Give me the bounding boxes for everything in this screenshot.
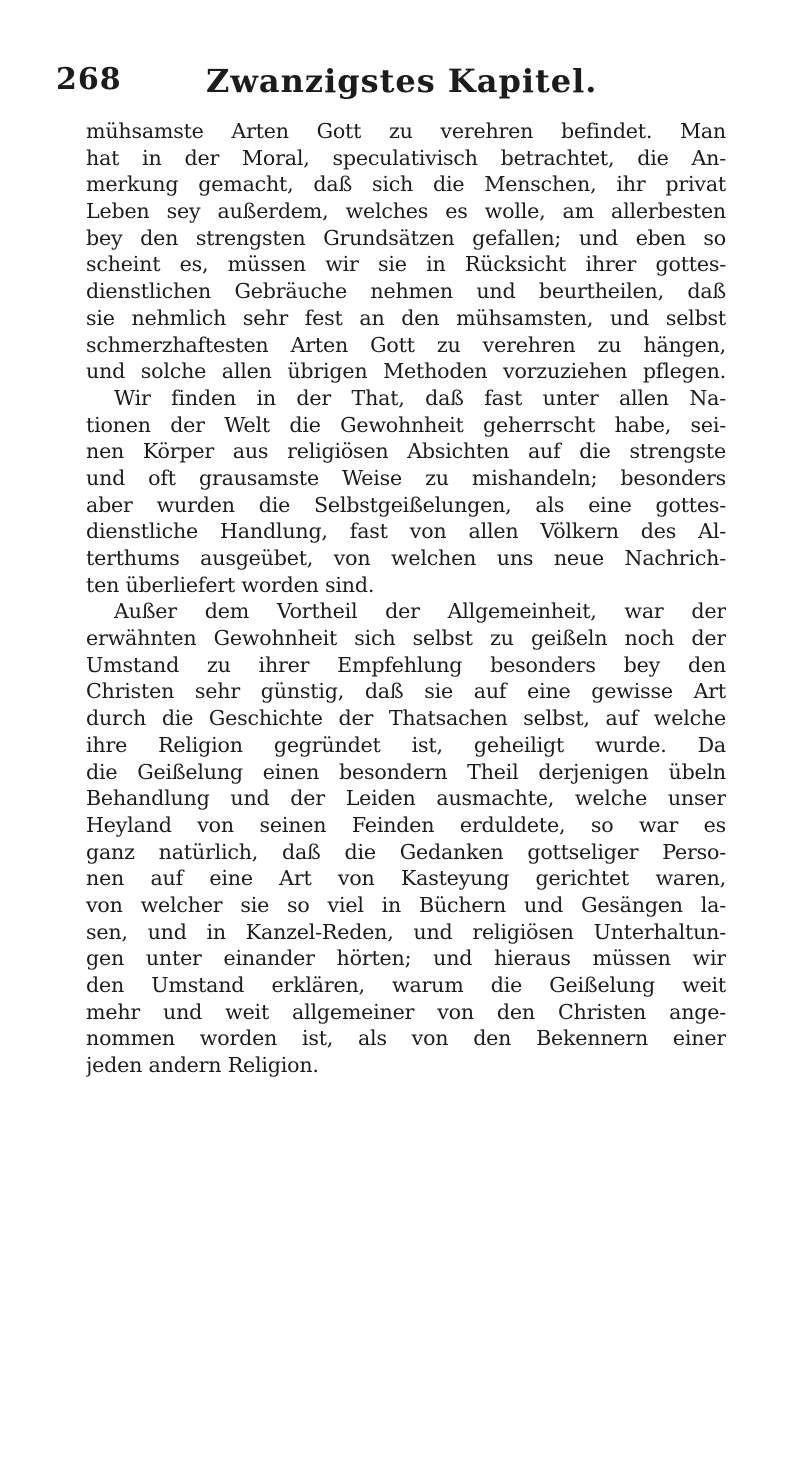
text-line: erwähnten Gewohnheit sich selbst zu geißeln noch der — [86, 626, 726, 651]
page-number: 268 — [56, 62, 122, 97]
page-header — [56, 62, 696, 102]
text-line: Umstand zu ihrer Empfehlung besonders bey den — [86, 652, 726, 677]
text-line: ten überliefert worden sind. — [86, 572, 375, 597]
text-line: gen unter einander hörten; und hieraus müssen wir — [86, 946, 726, 971]
text-line: die Geißelung einen besondern Theil derjenigen übeln — [86, 759, 726, 784]
text-line: dienstlichen Gebräuche nehmen und beurtheilen, daß — [86, 279, 726, 304]
paragraph-first-line: Wir finden in der That, daß fast unter allen Na- — [114, 385, 726, 410]
text-line: Heyland von seinen Feinden erduldete, so war es — [86, 812, 726, 837]
text-line: nen Körper aus religiösen Absichten auf die strengste — [86, 439, 726, 464]
text-line: scheint es, müssen wir sie in Rücksicht ihrer gottes- — [86, 252, 726, 277]
text-line: nommen worden ist, als von den Bekennern einer — [86, 1026, 726, 1051]
text-line: schmerzhaftesten Arten Gott zu verehren zu hängen, — [86, 332, 726, 357]
text-line: aber wurden die Selbstgeißelungen, als eine gottes- — [86, 492, 726, 517]
text-line: nen auf eine Art von Kasteyung gerichtet waren, — [86, 866, 726, 891]
text-line: merkung gemacht, daß sich die Menschen, ihr privat — [86, 172, 726, 197]
text-line: Leben sey außerdem, welches es wolle, am allerbesten — [86, 199, 726, 224]
text-line: tionen der Welt die Gewohnheit geherrscht habe, sei- — [86, 412, 726, 437]
text-line: und oft grausamste Weise zu mishandeln; besonders — [86, 465, 726, 490]
body-text — [86, 118, 726, 1079]
text-line: sie nehmlich sehr fest an den mühsamsten, und selbst — [86, 305, 726, 330]
text-line: bey den strengsten Grundsätzen gefallen; und eben so — [86, 225, 726, 250]
text-line: Christen sehr günstig, daß sie auf eine gewisse Art — [86, 679, 726, 704]
text-line: sen, und in Kanzel-Reden, und religiösen Unterhaltun- — [86, 919, 726, 944]
text-line: den Umstand erklären, warum die Geißelung weit — [86, 973, 726, 997]
text-line: dienstliche Handlung, fast von allen Völkern des Al- — [86, 519, 726, 544]
text-line: ganz natürlich, daß die Gedanken gottseliger Perso- — [86, 839, 726, 864]
text-line: mühsamste Arten Gott zu verehren befindet. Man — [86, 119, 726, 143]
text-line: Behandlung und der Leiden ausmachte, welche unser — [86, 786, 726, 811]
chapter-running-head: Zwanzigstes Kapitel. — [206, 62, 598, 100]
text-line: von welcher sie so viel in Büchern und Gesängen la- — [86, 892, 726, 917]
text-line: ihre Religion gegründet ist, geheiligt wurde. Da — [86, 732, 726, 757]
text-line: durch die Geschichte der Thatsachen selbst, auf welche — [86, 706, 726, 731]
paragraph-first-line: Außer dem Vortheil der Allgemeinheit, war der — [114, 599, 726, 624]
text-line: jeden andern Religion. — [86, 1053, 319, 1078]
text-line: terthums ausgeübet, von welchen uns neue Nachrich- — [86, 546, 726, 570]
text-line: mehr und weit allgemeiner von den Christen ange- — [86, 999, 726, 1024]
text-line: und solche allen übrigen Methoden vorzuziehen pflegen. — [86, 359, 726, 384]
text-line: hat in der Moral, speculativisch betrachtet, die An- — [86, 145, 726, 170]
